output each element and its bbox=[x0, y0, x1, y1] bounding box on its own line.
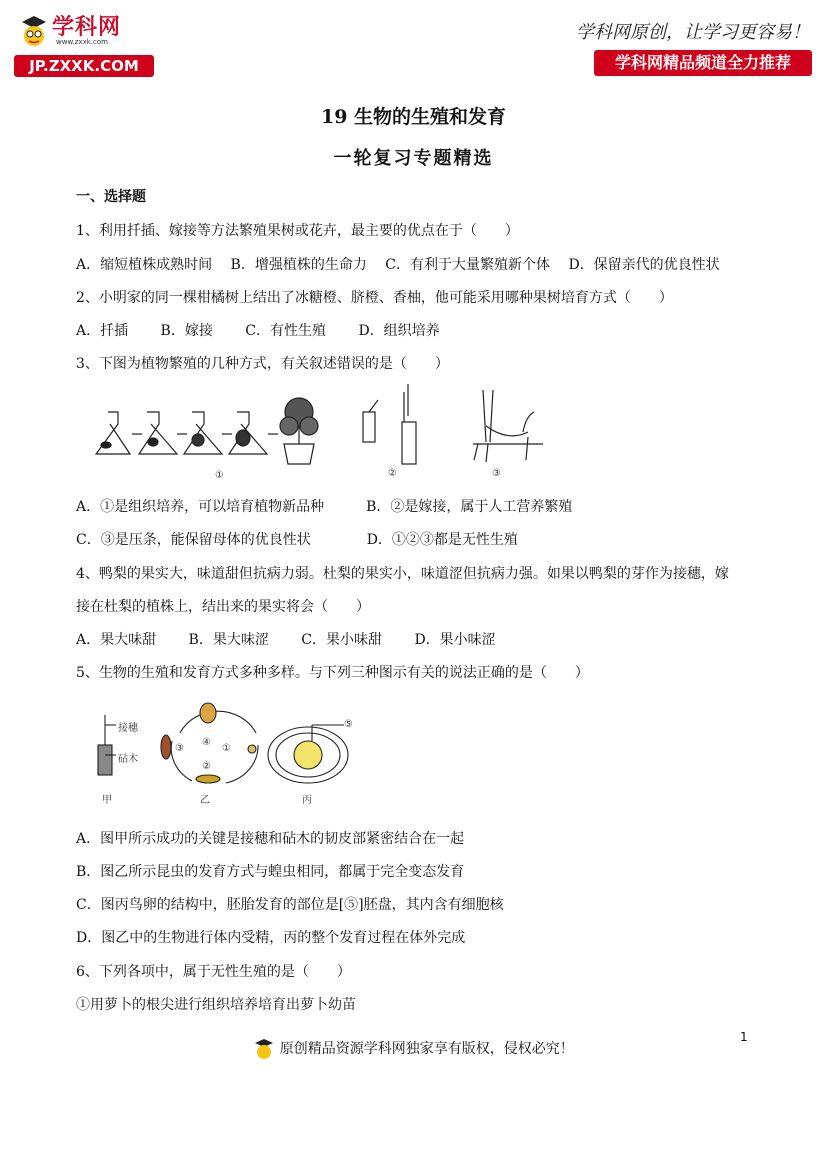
page-number: 1 bbox=[740, 1030, 748, 1044]
question-6-item-1: ①用萝卜的根尖进行组织培养培育出萝卜幼苗 bbox=[76, 997, 356, 1013]
question-1-options: A．缩短植株成熟时间 B．增强植株的生命力 C．有利于大量繁殖新个体 D．保留亲代的优良性状 bbox=[76, 257, 720, 273]
question-2: 2、小明家的同一棵柑橘树上结出了冰糖橙、脐橙、香柚，他可能采用哪种果树培育方式（ ） bbox=[76, 290, 673, 306]
site-badge[interactable]: JP.ZXXK.COM bbox=[14, 55, 154, 77]
figure1-label-3: ③ bbox=[492, 468, 501, 479]
figure1-label-1: ① bbox=[215, 470, 224, 481]
figure-reproduction-diagrams bbox=[80, 695, 370, 807]
stage-4-label: ④ bbox=[202, 737, 211, 748]
question-5-option-b: B．图乙所示昆虫的发育方式与蝗虫相同，都属于完全变态发育 bbox=[76, 864, 465, 880]
structure-5-label: ⑤ bbox=[344, 719, 353, 730]
question-4-cont: 接在杜梨的植株上，结出来的果实将会（ ） bbox=[76, 599, 370, 615]
question-6: 6、下列各项中，属于无性生殖的是（ ） bbox=[76, 964, 351, 980]
question-3: 3、下图为植物繁殖的几种方式，有关叙述错误的是（ ） bbox=[76, 356, 449, 372]
question-4: 4、鸭梨的果实大，味道甜但抗病力弱。杜梨的果实小，味道涩但抗病力强。如果以鸭梨的芽作为接穗，嫁 bbox=[76, 566, 729, 582]
question-3-option-ab: A．①是组织培养，可以培育植物新品种 B．②是嫁接，属于人工营养繁殖 bbox=[76, 499, 573, 515]
footer bbox=[0, 1038, 827, 1060]
scion-label: 接穗 bbox=[118, 723, 138, 734]
figure-yi-label: 乙 bbox=[200, 795, 210, 806]
rootstock-label: 砧木 bbox=[118, 754, 138, 765]
question-3-option-cd: C．③是压条，能保留母体的优良性状 D．①②③都是无性生殖 bbox=[76, 532, 518, 548]
section-heading: 一、选择题 bbox=[76, 189, 146, 205]
footer-copyright: 原创精品资源学科网独家享有版权，侵权必究！ bbox=[279, 1041, 574, 1057]
question-4-options: A．果大味甜 B．果大味涩 C．果小味甜 D．果小味涩 bbox=[76, 632, 496, 648]
logo-url: www.zxxk.com bbox=[56, 38, 108, 46]
question-2-options: A．扦插 B．嫁接 C．有性生殖 D．组织培养 bbox=[76, 323, 440, 339]
question-5-option-c: C．图丙鸟卵的结构中，胚胎发育的部位是[⑤]胚盘，其内含有细胞核 bbox=[76, 897, 504, 913]
question-5-option-a: A．图甲所示成功的关键是接穗和砧木的韧皮部紧密结合在一起 bbox=[76, 831, 465, 847]
page-title: 19 生物的生殖和发育 bbox=[320, 106, 507, 128]
slogan: 学科网原创，让学习更容易！ bbox=[576, 22, 810, 43]
stage-2-label: ② bbox=[202, 761, 211, 772]
figure-plant-propagation bbox=[88, 382, 548, 482]
logo-name: 学科网 bbox=[52, 15, 122, 40]
recommend-badge[interactable]: 学科网精品频道全力推荐 bbox=[594, 50, 812, 76]
question-5: 5、生物的生殖和发育方式多种多样。与下列三种图示有关的说法正确的是（ ） bbox=[76, 665, 589, 681]
question-5-option-d: D．图乙中的生物进行体内受精，丙的整个发育过程在体外完成 bbox=[76, 930, 466, 946]
figure1-label-2: ② bbox=[388, 468, 397, 479]
question-1: 1、利用扦插、嫁接等方法繁殖果树或花卉，最主要的优点在于（ ） bbox=[76, 223, 519, 239]
figure-jia-label: 甲 bbox=[102, 795, 112, 806]
logo-mascot-icon bbox=[18, 14, 50, 48]
figure-bing-label: 丙 bbox=[302, 795, 312, 806]
page-subtitle: 一轮复习专题精选 bbox=[333, 148, 494, 169]
footer-mascot-icon bbox=[253, 1038, 275, 1060]
stage-3-label: ③ bbox=[175, 743, 184, 754]
stage-1-label: ① bbox=[222, 743, 231, 754]
